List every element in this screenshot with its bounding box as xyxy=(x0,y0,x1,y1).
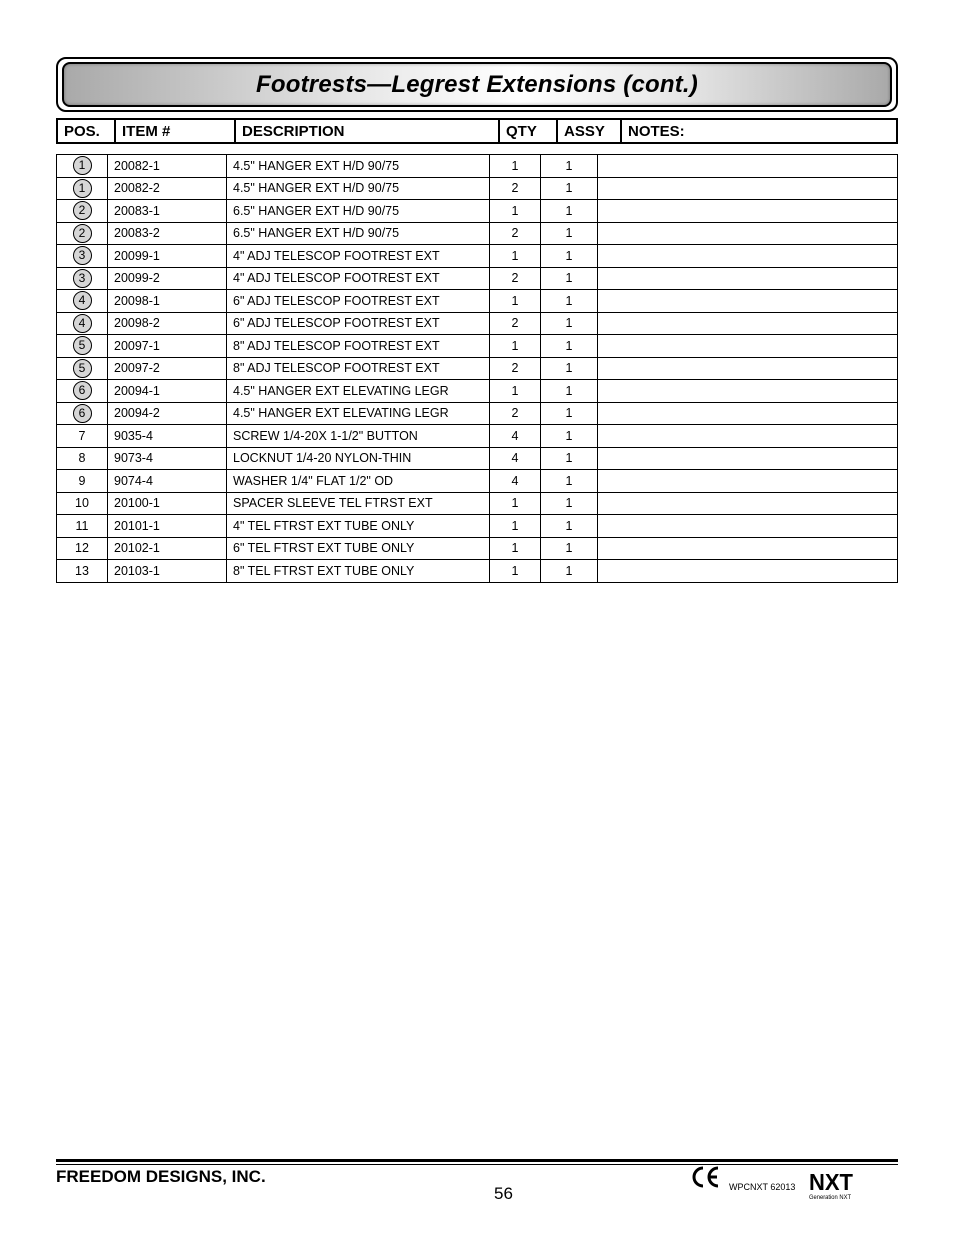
pos-callout-circle: 5 xyxy=(73,336,92,355)
pos-callout-circle: 4 xyxy=(73,291,92,310)
table-row xyxy=(57,492,898,515)
description-cell: 4.5" HANGER EXT ELEVATING LEGR xyxy=(227,380,490,403)
item-cell: 20083-1 xyxy=(108,200,227,223)
qty-cell: 1 xyxy=(490,537,541,560)
description-cell: SPACER SLEEVE TEL FTRST EXT xyxy=(227,492,490,515)
pos-cell xyxy=(57,155,108,178)
page-title: Footrests—Legrest Extensions (cont.) xyxy=(256,71,698,98)
item-cell: 20094-1 xyxy=(108,380,227,403)
pos-callout-circle: 6 xyxy=(73,404,92,423)
pos-cell: 9 xyxy=(57,470,108,493)
table-row xyxy=(57,380,898,403)
qty-cell: 2 xyxy=(490,177,541,200)
item-cell: 20094-2 xyxy=(108,402,227,425)
notes-cell xyxy=(598,177,898,200)
item-cell: 20101-1 xyxy=(108,515,227,538)
notes-cell xyxy=(598,245,898,268)
description-cell: 8" ADJ TELESCOP FOOTREST EXT xyxy=(227,335,490,358)
header-qty: QTY xyxy=(499,119,557,143)
qty-cell: 1 xyxy=(490,492,541,515)
column-header-table xyxy=(56,118,898,144)
description-cell: 4.5" HANGER EXT ELEVATING LEGR xyxy=(227,402,490,425)
ce-mark-icon xyxy=(690,1164,722,1190)
qty-cell: 1 xyxy=(490,200,541,223)
description-cell: 4.5" HANGER EXT H/D 90/75 xyxy=(227,177,490,200)
table-row xyxy=(57,470,898,493)
description-cell: LOCKNUT 1/4-20 NYLON-THIN xyxy=(227,447,490,470)
description-cell: 6" ADJ TELESCOP FOOTREST EXT xyxy=(227,290,490,313)
qty-cell: 1 xyxy=(490,380,541,403)
notes-cell xyxy=(598,447,898,470)
description-cell: 6.5" HANGER EXT H/D 90/75 xyxy=(227,200,490,223)
table-row xyxy=(57,222,898,245)
qty-cell: 4 xyxy=(490,425,541,448)
description-cell: 6" TEL FTRST EXT TUBE ONLY xyxy=(227,537,490,560)
notes-cell xyxy=(598,267,898,290)
assy-cell: 1 xyxy=(541,357,598,380)
assy-cell: 1 xyxy=(541,312,598,335)
item-cell: 9035-4 xyxy=(108,425,227,448)
notes-cell xyxy=(598,155,898,178)
qty-cell: 1 xyxy=(490,515,541,538)
pos-callout-circle: 1 xyxy=(73,156,92,175)
description-cell: 6.5" HANGER EXT H/D 90/75 xyxy=(227,222,490,245)
item-cell: 20102-1 xyxy=(108,537,227,560)
assy-cell: 1 xyxy=(541,515,598,538)
assy-cell: 1 xyxy=(541,492,598,515)
column-header-row xyxy=(57,119,897,143)
pos-callout-circle: 5 xyxy=(73,359,92,378)
item-cell: 20097-2 xyxy=(108,357,227,380)
description-cell: SCREW 1/4-20X 1-1/2" BUTTON xyxy=(227,425,490,448)
pos-cell xyxy=(57,380,108,403)
pos-cell xyxy=(57,200,108,223)
description-cell: 8" TEL FTRST EXT TUBE ONLY xyxy=(227,560,490,583)
assy-cell: 1 xyxy=(541,470,598,493)
header-item: ITEM # xyxy=(115,119,235,143)
notes-cell xyxy=(598,470,898,493)
notes-cell xyxy=(598,560,898,583)
pos-cell xyxy=(57,290,108,313)
description-cell: 4" TEL FTRST EXT TUBE ONLY xyxy=(227,515,490,538)
pos-cell: 8 xyxy=(57,447,108,470)
pos-cell: 7 xyxy=(57,425,108,448)
pos-cell: 11 xyxy=(57,515,108,538)
pos-cell xyxy=(57,222,108,245)
qty-cell: 1 xyxy=(490,335,541,358)
pos-cell: 13 xyxy=(57,560,108,583)
pos-callout-circle: 2 xyxy=(73,224,92,243)
table-row xyxy=(57,357,898,380)
pos-callout-circle: 3 xyxy=(73,269,92,288)
assy-cell: 1 xyxy=(541,560,598,583)
header-assy: ASSY xyxy=(557,119,621,143)
item-cell: 20082-2 xyxy=(108,177,227,200)
qty-cell: 4 xyxy=(490,447,541,470)
qty-cell: 2 xyxy=(490,357,541,380)
table-row xyxy=(57,245,898,268)
pos-cell xyxy=(57,357,108,380)
table-row xyxy=(57,177,898,200)
page-number: 56 xyxy=(494,1184,513,1203)
nxt-logo-text: NXT xyxy=(809,1169,853,1195)
header-description: DESCRIPTION xyxy=(235,119,499,143)
qty-cell: 2 xyxy=(490,312,541,335)
pos-callout-circle: 4 xyxy=(73,314,92,333)
item-cell: 20103-1 xyxy=(108,560,227,583)
assy-cell: 1 xyxy=(541,380,598,403)
qty-cell: 2 xyxy=(490,222,541,245)
table-row xyxy=(57,290,898,313)
pos-cell: 10 xyxy=(57,492,108,515)
assy-cell: 1 xyxy=(541,402,598,425)
qty-cell: 4 xyxy=(490,470,541,493)
description-cell: 6" ADJ TELESCOP FOOTREST EXT xyxy=(227,312,490,335)
assy-cell: 1 xyxy=(541,335,598,358)
pos-cell xyxy=(57,335,108,358)
pos-cell xyxy=(57,312,108,335)
company-name: FREEDOM DESIGNS, INC. xyxy=(56,1167,266,1186)
table-row xyxy=(57,312,898,335)
assy-cell: 1 xyxy=(541,447,598,470)
assy-cell: 1 xyxy=(541,155,598,178)
qty-cell: 1 xyxy=(490,290,541,313)
table-row xyxy=(57,425,898,448)
notes-cell xyxy=(598,312,898,335)
notes-cell xyxy=(598,335,898,358)
description-cell: 4" ADJ TELESCOP FOOTREST EXT xyxy=(227,245,490,268)
table-row xyxy=(57,560,898,583)
footer-rule-thin xyxy=(56,1164,898,1165)
qty-cell: 2 xyxy=(490,267,541,290)
pos-cell xyxy=(57,402,108,425)
footer-rule xyxy=(56,1159,898,1162)
pos-callout-circle: 1 xyxy=(73,179,92,198)
item-cell: 20083-2 xyxy=(108,222,227,245)
item-cell: 20082-1 xyxy=(108,155,227,178)
pos-callout-circle: 2 xyxy=(73,201,92,220)
qty-cell: 1 xyxy=(490,155,541,178)
table-row xyxy=(57,402,898,425)
notes-cell xyxy=(598,515,898,538)
nxt-logo xyxy=(808,1168,856,1202)
notes-cell xyxy=(598,492,898,515)
item-cell: 20099-2 xyxy=(108,267,227,290)
notes-cell xyxy=(598,380,898,403)
qty-cell: 1 xyxy=(490,245,541,268)
pos-cell xyxy=(57,245,108,268)
nxt-logo-subtext: Generation NXT xyxy=(809,1195,852,1201)
assy-cell: 1 xyxy=(541,537,598,560)
notes-cell xyxy=(598,537,898,560)
item-cell: 20097-1 xyxy=(108,335,227,358)
assy-cell: 1 xyxy=(541,222,598,245)
title-banner-inner xyxy=(62,62,892,107)
table-row xyxy=(57,515,898,538)
table-row xyxy=(57,335,898,358)
description-cell: 4" ADJ TELESCOP FOOTREST EXT xyxy=(227,267,490,290)
pos-cell xyxy=(57,267,108,290)
assy-cell: 1 xyxy=(541,177,598,200)
table-row xyxy=(57,267,898,290)
notes-cell xyxy=(598,425,898,448)
item-cell: 9073-4 xyxy=(108,447,227,470)
description-cell: 4.5" HANGER EXT H/D 90/75 xyxy=(227,155,490,178)
notes-cell xyxy=(598,200,898,223)
parts-table-body xyxy=(57,155,898,583)
pos-callout-circle: 6 xyxy=(73,381,92,400)
item-cell: 20099-1 xyxy=(108,245,227,268)
item-cell: 20098-1 xyxy=(108,290,227,313)
document-code: WPCNXT 62013 xyxy=(729,1182,796,1192)
item-cell: 20100-1 xyxy=(108,492,227,515)
table-row xyxy=(57,155,898,178)
pos-cell: 12 xyxy=(57,537,108,560)
title-banner xyxy=(56,57,898,112)
notes-cell xyxy=(598,357,898,380)
notes-cell xyxy=(598,290,898,313)
header-notes: NOTES: xyxy=(621,119,897,143)
assy-cell: 1 xyxy=(541,290,598,313)
item-cell: 20098-2 xyxy=(108,312,227,335)
notes-cell xyxy=(598,222,898,245)
table-row xyxy=(57,447,898,470)
qty-cell: 1 xyxy=(490,560,541,583)
assy-cell: 1 xyxy=(541,425,598,448)
table-row xyxy=(57,537,898,560)
description-cell: 8" ADJ TELESCOP FOOTREST EXT xyxy=(227,357,490,380)
item-cell: 9074-4 xyxy=(108,470,227,493)
parts-table xyxy=(56,154,898,583)
pos-callout-circle: 3 xyxy=(73,246,92,265)
notes-cell xyxy=(598,402,898,425)
table-row xyxy=(57,200,898,223)
assy-cell: 1 xyxy=(541,200,598,223)
assy-cell: 1 xyxy=(541,245,598,268)
description-cell: WASHER 1/4" FLAT 1/2" OD xyxy=(227,470,490,493)
header-pos: POS. xyxy=(57,119,115,143)
assy-cell: 1 xyxy=(541,267,598,290)
pos-cell xyxy=(57,177,108,200)
qty-cell: 2 xyxy=(490,402,541,425)
